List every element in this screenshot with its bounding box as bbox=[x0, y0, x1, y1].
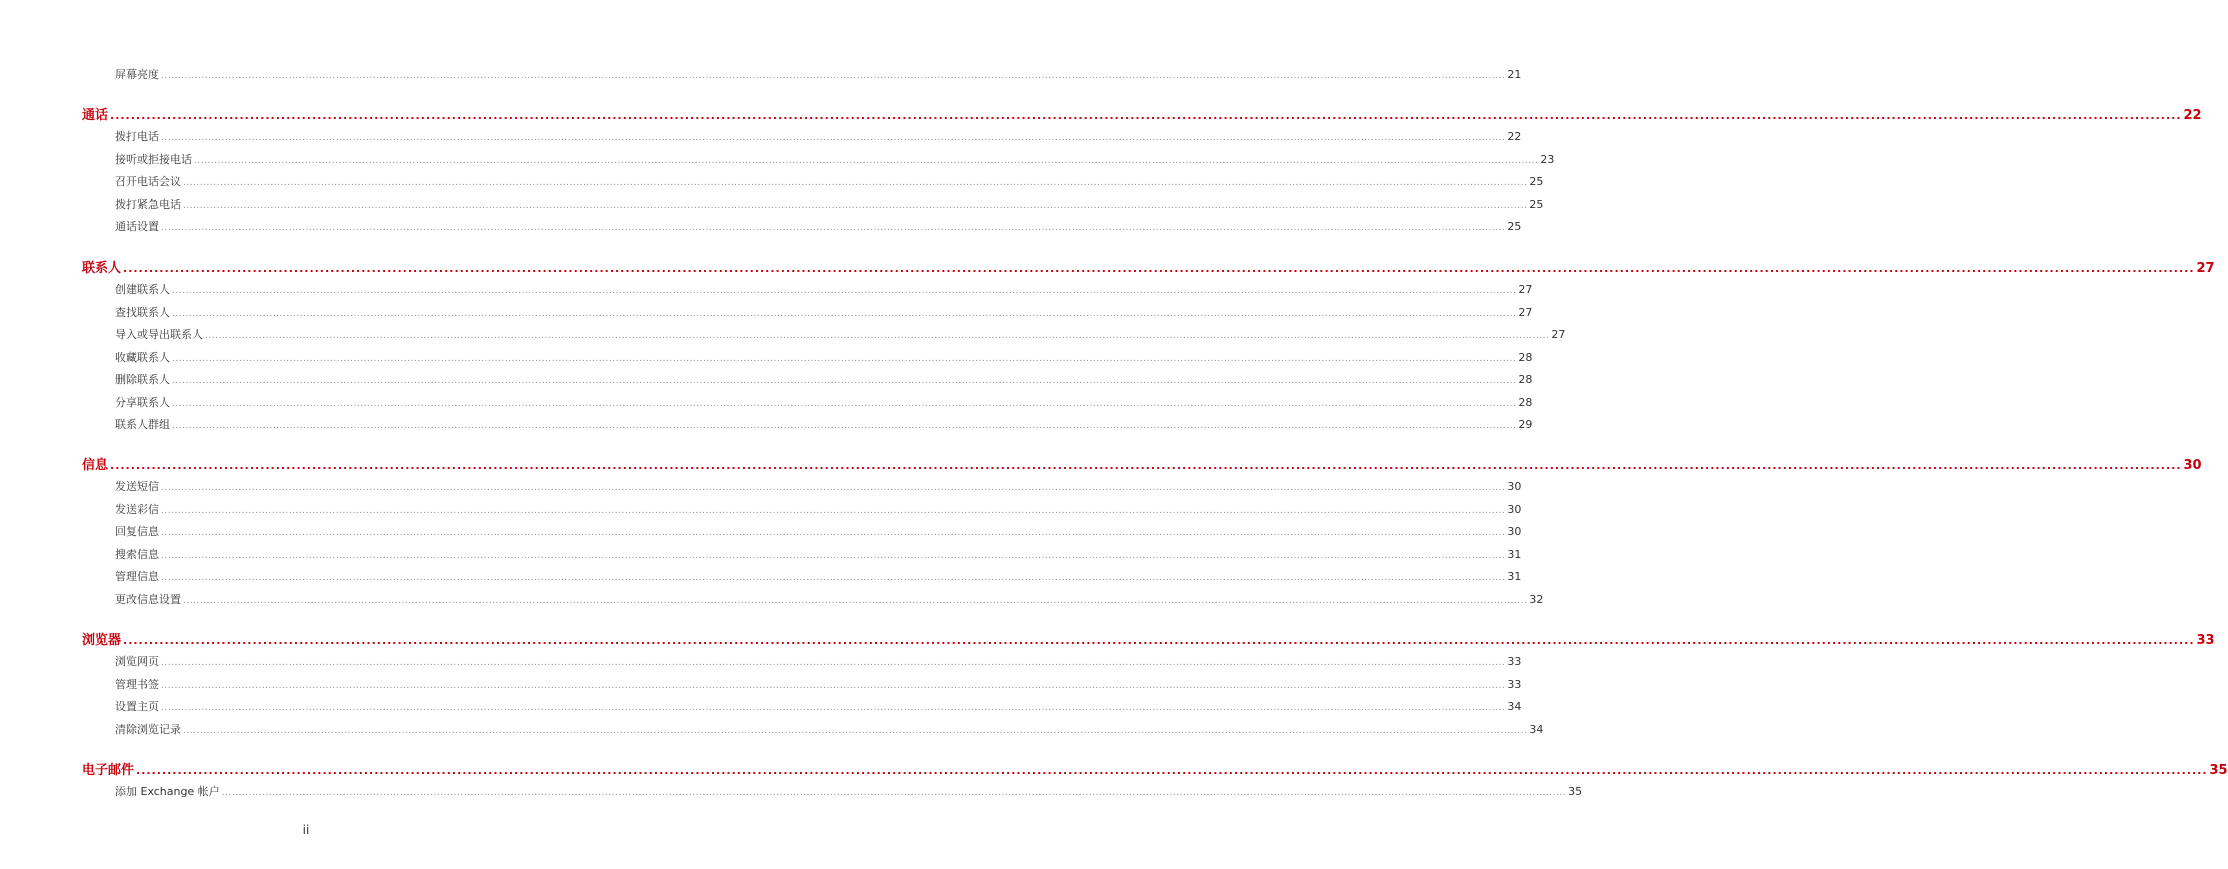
toc-entry-page: 33 bbox=[1507, 655, 1522, 668]
toc-entry[interactable] bbox=[115, 653, 1522, 669]
toc-entry-title: 拨打紧急电话 bbox=[115, 197, 181, 211]
toc-entry-page: 28 bbox=[1518, 373, 1533, 386]
toc-entry[interactable] bbox=[115, 501, 1522, 517]
toc-entry-title: 导入或导出联系人 bbox=[115, 328, 203, 341]
toc-entry-title: 设置主页 bbox=[115, 700, 159, 713]
toc-entry-page: 25 bbox=[1529, 197, 1544, 211]
toc-entry-title: 搜索信息 bbox=[115, 547, 159, 561]
toc-entry-page: 21 bbox=[1507, 68, 1522, 81]
toc-leader-dots: ................................................................................................................................................................................................................................................................................................................................................................................................................ bbox=[161, 680, 1506, 691]
toc-entry-page: 25 bbox=[1507, 220, 1522, 233]
toc-chapter-title: 联系人 bbox=[82, 261, 122, 276]
toc-entry-page: 30 bbox=[1507, 502, 1522, 516]
toc-leader-dots: ................................................................................................................................................................................................................................................................................................................................................................................................................ bbox=[161, 133, 1506, 143]
toc-entry-title: 管理信息 bbox=[115, 570, 159, 583]
toc-entry-title: 浏览网页 bbox=[115, 655, 159, 668]
toc-entry[interactable] bbox=[115, 371, 1533, 387]
toc-entry[interactable] bbox=[115, 151, 1555, 167]
toc-leader-dots: ................................................................................................................................................................................................................................................................................................................................................................................................................ bbox=[136, 764, 2208, 777]
toc-entry-page: 34 bbox=[1507, 700, 1522, 713]
toc-entry-page: 35 bbox=[1568, 785, 1583, 798]
toc-leader-dots: ................................................................................................................................................................................................................................................................................................................................................................................................................ bbox=[172, 376, 1517, 386]
toc-leader-dots: ................................................................................................................................................................................................................................................................................................................................................................................................................ bbox=[110, 459, 2182, 472]
toc-entry-title: 收藏联系人 bbox=[115, 350, 170, 364]
toc-leader-dots: ................................................................................................................................................................................................................................................................................................................................................................................................................ bbox=[183, 200, 1528, 211]
toc-leader-dots: ................................................................................................................................................................................................................................................................................................................................................................................................................ bbox=[172, 353, 1517, 364]
toc-chapter-title: 通话 bbox=[82, 108, 109, 123]
toc-chapter-title: 信息 bbox=[82, 458, 109, 473]
toc-entry[interactable] bbox=[115, 304, 1533, 320]
toc-leader-dots: ................................................................................................................................................................................................................................................................................................................................................................................................................ bbox=[161, 550, 1506, 561]
toc-chapter-page: 35 bbox=[2209, 763, 2228, 778]
toc-entry[interactable] bbox=[115, 478, 1522, 494]
toc-entry[interactable] bbox=[115, 394, 1533, 410]
toc-entry-page: 27 bbox=[1518, 283, 1533, 296]
toc-entry[interactable] bbox=[115, 66, 1522, 82]
toc-chapter-page: 22 bbox=[2183, 108, 2202, 123]
toc-entry[interactable] bbox=[115, 326, 1566, 342]
toc-chapter-page: 30 bbox=[2183, 458, 2202, 473]
toc-leader-dots: ................................................................................................................................................................................................................................................................................................................................................................................................................ bbox=[183, 595, 1528, 606]
toc-entry-title: 删除联系人 bbox=[115, 373, 170, 386]
toc-leader-dots: ................................................................................................................................................................................................................................................................................................................................................................................................................ bbox=[161, 658, 1506, 668]
toc-entry-page: 31 bbox=[1507, 547, 1522, 561]
toc-leader-dots: ................................................................................................................................................................................................................................................................................................................................................................................................................ bbox=[183, 178, 1528, 188]
toc-entry-page: 30 bbox=[1507, 525, 1522, 538]
toc-entry-title: 更改信息设置 bbox=[115, 592, 181, 606]
toc-leader-dots: ................................................................................................................................................................................................................................................................................................................................................................................................................ bbox=[161, 703, 1506, 713]
toc-entry[interactable] bbox=[115, 281, 1533, 297]
toc-chapter[interactable] bbox=[82, 629, 2215, 648]
toc-leader-dots: ................................................................................................................................................................................................................................................................................................................................................................................................................ bbox=[161, 573, 1506, 583]
toc-entry-page: 29 bbox=[1518, 418, 1533, 431]
toc-entry-page: 28 bbox=[1518, 350, 1533, 364]
toc-entry-title: 创建联系人 bbox=[115, 283, 170, 296]
toc-entry-page: 25 bbox=[1529, 175, 1544, 188]
toc-leader-dots: ................................................................................................................................................................................................................................................................................................................................................................................................................ bbox=[172, 398, 1517, 409]
toc-entry[interactable] bbox=[115, 783, 1583, 799]
toc-leader-dots: ................................................................................................................................................................................................................................................................................................................................................................................................................ bbox=[221, 788, 1567, 798]
toc-entry-title: 分享联系人 bbox=[115, 395, 170, 409]
toc-entry-page: 27 bbox=[1551, 328, 1566, 341]
toc-entry[interactable] bbox=[115, 349, 1533, 365]
toc-entry[interactable] bbox=[115, 721, 1544, 737]
toc-entry-title: 添加 Exchange 帐户 bbox=[115, 785, 220, 798]
toc-leader-dots: ................................................................................................................................................................................................................................................................................................................................................................................................................ bbox=[161, 528, 1506, 538]
toc-entry[interactable] bbox=[115, 698, 1522, 714]
toc-entry[interactable] bbox=[115, 591, 1544, 607]
toc-entry-page: 32 bbox=[1529, 592, 1544, 606]
toc-entry[interactable] bbox=[115, 128, 1522, 144]
toc-leader-dots: ................................................................................................................................................................................................................................................................................................................................................................................................................ bbox=[110, 109, 2182, 122]
toc-entry-page: 30 bbox=[1507, 480, 1522, 493]
toc-leader-dots: ................................................................................................................................................................................................................................................................................................................................................................................................................ bbox=[172, 421, 1517, 431]
toc-chapter[interactable] bbox=[82, 104, 2202, 123]
toc-chapter[interactable] bbox=[82, 454, 2202, 473]
toc-entry-page: 31 bbox=[1507, 570, 1522, 583]
toc-entry-title: 清除浏览记录 bbox=[115, 722, 181, 736]
toc-chapter[interactable] bbox=[82, 759, 2228, 778]
toc-chapter-page: 27 bbox=[2196, 261, 2215, 276]
toc-entry-page: 27 bbox=[1518, 305, 1533, 319]
toc-leader-dots: ................................................................................................................................................................................................................................................................................................................................................................................................................ bbox=[161, 71, 1506, 81]
toc-entry[interactable] bbox=[115, 416, 1533, 432]
toc-entry[interactable] bbox=[115, 218, 1522, 234]
toc-chapter-title: 浏览器 bbox=[82, 633, 122, 648]
toc-leader-dots: ................................................................................................................................................................................................................................................................................................................................................................................................................ bbox=[172, 286, 1517, 296]
toc-entry-title: 拨打电话 bbox=[115, 130, 159, 143]
toc-entry-title: 接听或拒接电话 bbox=[115, 152, 192, 166]
toc-leader-dots: ................................................................................................................................................................................................................................................................................................................................................................................................................ bbox=[194, 155, 1539, 166]
toc-entry-title: 通话设置 bbox=[115, 220, 159, 233]
toc-leader-dots: ................................................................................................................................................................................................................................................................................................................................................................................................................ bbox=[205, 331, 1550, 341]
toc-leader-dots: ................................................................................................................................................................................................................................................................................................................................................................................................................ bbox=[123, 262, 2195, 275]
toc-leader-dots: ................................................................................................................................................................................................................................................................................................................................................................................................................ bbox=[161, 223, 1506, 233]
toc-entry-title: 发送彩信 bbox=[115, 502, 159, 516]
toc-leader-dots: ................................................................................................................................................................................................................................................................................................................................................................................................................ bbox=[172, 308, 1517, 319]
toc-entry-title: 发送短信 bbox=[115, 480, 159, 493]
toc-entry-title: 联系人群组 bbox=[115, 418, 170, 431]
toc-leader-dots: ................................................................................................................................................................................................................................................................................................................................................................................................................ bbox=[161, 505, 1506, 516]
toc-entry-page: 28 bbox=[1518, 395, 1533, 409]
toc-entry-title: 查找联系人 bbox=[115, 305, 170, 319]
toc-entry[interactable] bbox=[115, 523, 1522, 539]
toc-leader-dots: ................................................................................................................................................................................................................................................................................................................................................................................................................ bbox=[123, 634, 2195, 647]
toc-entry-title: 屏幕亮度 bbox=[115, 68, 159, 81]
toc-entry-page: 23 bbox=[1540, 152, 1555, 166]
toc-entry-page: 33 bbox=[1507, 677, 1522, 691]
toc-entry[interactable] bbox=[115, 676, 1522, 692]
toc-entry[interactable] bbox=[115, 196, 1544, 212]
toc-chapter[interactable] bbox=[82, 257, 2215, 276]
toc-chapter-page: 33 bbox=[2196, 633, 2215, 648]
page-number: ii bbox=[302, 823, 310, 837]
toc-entry-title: 回复信息 bbox=[115, 525, 159, 538]
toc-chapter-title: 电子邮件 bbox=[82, 763, 135, 778]
toc-entry[interactable] bbox=[115, 546, 1522, 562]
toc-entry-title: 召开电话会议 bbox=[115, 175, 181, 188]
toc-entry[interactable] bbox=[115, 568, 1522, 584]
toc-entry[interactable] bbox=[115, 173, 1544, 189]
toc-entry-title: 管理书签 bbox=[115, 677, 159, 691]
toc-leader-dots: ................................................................................................................................................................................................................................................................................................................................................................................................................ bbox=[161, 483, 1506, 493]
toc-entry-page: 22 bbox=[1507, 130, 1522, 143]
toc-entry-page: 34 bbox=[1529, 722, 1544, 736]
toc-leader-dots: ................................................................................................................................................................................................................................................................................................................................................................................................................ bbox=[183, 725, 1528, 736]
